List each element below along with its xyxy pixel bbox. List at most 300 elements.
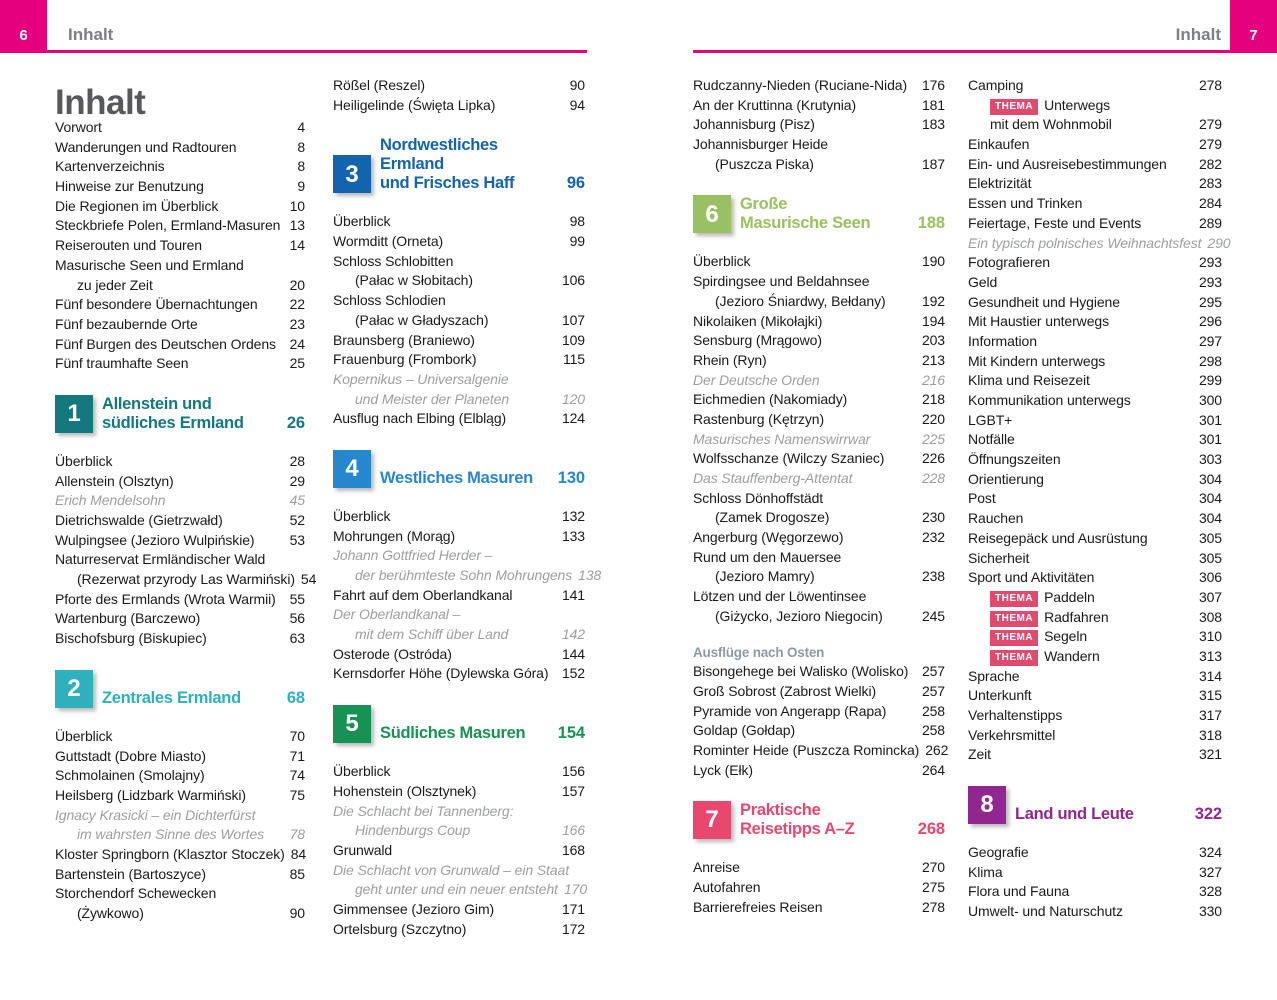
toc-column-right-1: [693, 76, 949, 917]
entry-label: (Zamek Drogosze): [715, 509, 830, 526]
entry-page-number: 190: [921, 253, 945, 270]
toc-entry: [55, 904, 305, 924]
toc-entry: [55, 590, 305, 610]
toc-entry: [693, 489, 945, 509]
toc-entry: [693, 252, 945, 272]
entry-label: Fotografieren: [968, 254, 1050, 271]
entry-page-number: 324: [1198, 844, 1222, 861]
entry-page-number: 176: [921, 77, 945, 93]
entry-label: Ignacy Krasicki – ein Dichterfürst: [55, 806, 256, 823]
toc-entry: [55, 531, 305, 551]
entry-label: Fahrt auf dem Oberlandkanal: [333, 586, 513, 603]
toc-entry: [333, 625, 585, 645]
entry-page-number: 94: [569, 96, 585, 113]
toc-entry: [968, 352, 1222, 372]
entry-label: Autofahren: [693, 879, 761, 895]
entry-label: THEMA Wandern: [968, 647, 1100, 667]
entry-label: Rauchen: [968, 510, 1024, 527]
toc-entry: [333, 664, 585, 684]
page-header-right: [693, 0, 1277, 53]
entry-page-number: 245: [921, 607, 945, 624]
toc-entry: [333, 370, 585, 390]
entry-page-number: 225: [921, 430, 945, 447]
entry-page-number: 20: [289, 276, 305, 293]
toc-entry: [55, 276, 305, 296]
entry-label: Rominter Heide (Puszcza Romincka): [693, 741, 920, 758]
entry-page-number: 257: [921, 663, 945, 680]
section-header: [333, 450, 585, 488]
toc-entry: [968, 430, 1222, 450]
entry-page-number: 232: [921, 529, 945, 546]
entry-label: Die Schlacht von Grunwald – ein Staat: [333, 861, 569, 878]
entry-label: Überblick: [333, 507, 391, 524]
entry-page-number: 328: [1198, 883, 1222, 900]
entry-page-number: 168: [561, 841, 585, 858]
entry-label: Reiserouten und Touren: [55, 237, 202, 254]
entry-page-number: 301: [1198, 411, 1222, 428]
entry-label: Wulpingsee (Jezioro Wulpińskie): [55, 531, 255, 548]
entry-label: mit dem Wohnmobil: [990, 116, 1112, 133]
entry-label: LGBT+: [968, 411, 1013, 428]
entry-label: Sport und Aktivitäten: [968, 569, 1095, 586]
entry-label: Dietrichswalde (Gietrzwałd): [55, 512, 223, 528]
entry-label: Reisegepäck und Ausrüstung: [968, 529, 1148, 546]
entry-label: (Pałac w Gładyszach): [355, 311, 489, 328]
toc-entry: [333, 291, 585, 311]
toc-entry: [333, 350, 585, 370]
toc-entry: [968, 608, 1222, 628]
entry-label: Notfälle: [968, 431, 1015, 448]
toc-entry: [55, 629, 305, 649]
entry-label: Kernsdorfer Höhe (Dylewska Góra): [333, 665, 549, 682]
entry-label: Osterode (Ostróda): [333, 645, 452, 662]
section-header: [55, 395, 305, 433]
thema-badge: THEMA: [990, 591, 1038, 607]
entry-page-number: 141: [561, 586, 585, 603]
entry-page-number: 4: [297, 119, 305, 135]
entry-page-number: 304: [1198, 470, 1222, 487]
section-page-number: 96: [566, 174, 585, 193]
entry-label: Mit Kindern unterwegs: [968, 352, 1106, 369]
page-number-badge-right: 7: [1230, 0, 1277, 50]
toc-entry: [968, 411, 1222, 431]
toc-entry: [693, 96, 945, 116]
section-title: Große Masurische Seen: [740, 195, 871, 233]
entry-page-number: 315: [1198, 687, 1222, 704]
toc-entry: [968, 489, 1222, 509]
toc-entry: [333, 880, 588, 900]
entry-page-number: 107: [561, 311, 585, 328]
toc-entry: [333, 271, 585, 291]
entry-label: Essen und Trinken: [968, 195, 1083, 212]
toc-entry: [55, 806, 305, 826]
toc-entry: [55, 177, 305, 197]
entry-label: und Meister der Planeten: [355, 390, 510, 407]
entry-page-number: 228: [921, 470, 945, 486]
entry-page-number: 25: [289, 355, 305, 372]
toc-entry: [968, 568, 1222, 588]
entry-label: Verhaltenstipps: [968, 707, 1063, 723]
toc-entry: [693, 430, 945, 450]
entry-label: (Jezioro Śniardwy, Bełdany): [715, 292, 886, 309]
entry-page-number: 318: [1198, 726, 1222, 743]
toc-entry: [55, 511, 305, 531]
entry-page-number: 300: [1198, 392, 1222, 408]
entry-label: Nikolaiken (Mikołajki): [693, 312, 823, 329]
entry-label: Wartenburg (Barczewo): [55, 610, 201, 627]
entry-label: Post: [968, 490, 996, 507]
entry-page-number: 293: [1198, 254, 1222, 271]
toc-entry: [55, 550, 305, 570]
thema-badge: THEMA: [990, 650, 1038, 666]
section-header: [333, 136, 585, 193]
section-header: [55, 670, 305, 708]
entry-page-number: 194: [921, 312, 945, 329]
entry-label: Orientierung: [968, 470, 1044, 487]
entry-label: Gimmensee (Jezioro Gim): [333, 900, 495, 917]
page-header-left: [0, 0, 587, 53]
toc-entry: [968, 450, 1222, 470]
toc-entry: [333, 841, 585, 861]
entry-page-number: 8: [297, 158, 305, 175]
page-number-badge-left: 6: [0, 0, 47, 50]
entry-page-number: 203: [921, 332, 945, 349]
entry-label: Rastenburg (Kętrzyn): [693, 410, 825, 427]
entry-page-number: 282: [1198, 155, 1222, 172]
entry-page-number: 275: [921, 879, 945, 895]
entry-page-number: 8: [297, 138, 305, 155]
entry-label: Die Schlacht bei Tannenberg:: [333, 802, 514, 819]
entry-label: Umwelt- und Naturschutz: [968, 903, 1123, 920]
entry-page-number: 192: [921, 292, 945, 309]
toc-entry: [968, 391, 1222, 411]
entry-label: Fünf besondere Übernachtungen: [55, 296, 258, 313]
entry-label: Der Deutsche Orden: [693, 371, 820, 388]
entry-page-number: 152: [561, 665, 585, 682]
entry-label: geht unter und ein neuer entsteht: [355, 881, 558, 898]
toc-subheading: [693, 643, 945, 663]
entry-page-number: 55: [289, 590, 305, 607]
entry-page-number: 45: [289, 492, 305, 509]
entry-label: Sensburg (Mrągowo): [693, 332, 822, 349]
toc-entry: [968, 174, 1222, 194]
entry-page-number: 298: [1198, 352, 1222, 369]
toc-entry: [55, 491, 305, 511]
section-number-badge: 2: [55, 670, 93, 708]
entry-page-number: 327: [1198, 863, 1222, 880]
toc-entry: [333, 605, 585, 625]
toc-entry: [693, 761, 945, 781]
entry-label: Braunsberg (Braniewo): [333, 331, 475, 348]
entry-label: Guttstadt (Dobre Miasto): [55, 747, 206, 764]
entry-page-number: 313: [1198, 647, 1222, 664]
toc-entry: [968, 194, 1222, 214]
toc-entry: [968, 667, 1222, 687]
toc-entry: [333, 527, 585, 547]
entry-label: Geografie: [968, 844, 1029, 861]
entry-label: Schmolainen (Smolajny): [55, 767, 205, 784]
entry-label: Überblick: [55, 452, 113, 469]
entry-label: Überblick: [693, 253, 751, 270]
entry-label: THEMA Paddeln: [968, 588, 1095, 608]
toc-entry: [333, 762, 585, 782]
entry-label: (Puszcza Piska): [715, 155, 814, 172]
toc-entry: [693, 115, 945, 135]
entry-label: Johannisburger Heide: [693, 136, 828, 153]
toc-entry: [333, 331, 585, 351]
entry-page-number: 305: [1198, 549, 1222, 566]
toc-entry: [55, 236, 305, 256]
toc-entry: [968, 293, 1222, 313]
toc-entry: [55, 354, 305, 374]
entry-page-number: 283: [1198, 175, 1222, 192]
toc-entry: [55, 197, 305, 217]
toc-entry: [333, 920, 585, 940]
toc-entry: [693, 469, 945, 489]
toc-entry: [55, 157, 305, 177]
entry-label: Kloster Springborn (Klasztor Stoczek): [55, 845, 285, 862]
page-title: Inhalt: [55, 83, 146, 123]
entry-label: Sicherheit: [968, 549, 1030, 566]
section-page-number: 68: [286, 688, 305, 707]
entry-label: Ein- und Ausreisebestimmungen: [968, 155, 1167, 172]
entry-label: Angerburg (Węgorzewo): [693, 529, 844, 546]
entry-page-number: 23: [289, 315, 305, 332]
toc-entry: [968, 234, 1231, 254]
entry-page-number: 75: [289, 786, 305, 803]
toc-entry: [968, 745, 1222, 765]
toc-entry: [693, 721, 945, 741]
entry-label: Mohrungen (Morąg): [333, 527, 456, 544]
toc-entry: [333, 586, 585, 606]
entry-label: Bartenstein (Bartoszyce): [55, 865, 206, 882]
toc-entry: [333, 821, 585, 841]
entry-page-number: 330: [1198, 903, 1222, 920]
entry-label: THEMA Radfahren: [968, 608, 1109, 628]
toc-entry: [968, 843, 1222, 863]
entry-label: Elektrizität: [968, 175, 1032, 192]
toc-entry: [333, 566, 602, 586]
toc-entry: [968, 96, 1222, 116]
toc-entry: [968, 529, 1222, 549]
entry-page-number: 301: [1198, 431, 1222, 448]
entry-page-number: 299: [1198, 372, 1222, 389]
toc-entry: [55, 845, 305, 865]
running-head-left: Inhalt: [68, 25, 114, 44]
toc-entry: [968, 470, 1222, 490]
toc-entry: [693, 449, 945, 469]
entry-page-number: 181: [921, 96, 945, 113]
entry-label: Einkaufen: [968, 136, 1030, 153]
entry-page-number: 257: [921, 682, 945, 699]
toc-entry: [968, 214, 1222, 234]
entry-page-number: 216: [921, 371, 945, 388]
toc-entry: [333, 409, 585, 429]
entry-label: Camping: [968, 77, 1024, 93]
entry-page-number: 53: [289, 531, 305, 548]
entry-label: Anreise: [693, 859, 740, 876]
entry-label: Ein typisch polnisches Weihnachtsfest: [968, 234, 1202, 251]
entry-page-number: 279: [1198, 136, 1222, 153]
entry-label: Lötzen und der Löwentinsee: [693, 588, 867, 605]
toc-entry: [968, 647, 1222, 667]
entry-label: Allenstein (Olsztyn): [55, 472, 174, 489]
entry-label: Kopernikus – Universalgenie: [333, 370, 509, 387]
entry-label: Hindenburgs Coup: [355, 822, 471, 839]
entry-label: Fünf Burgen des Deutschen Ordens: [55, 335, 276, 352]
section-header: [333, 705, 585, 743]
entry-label: Storchendorf Schewecken: [55, 885, 217, 902]
entry-label: Barrierefreies Reisen: [693, 898, 823, 915]
entry-page-number: 115: [562, 351, 585, 368]
entry-label: Rund um den Mauersee: [693, 548, 842, 565]
toc-entry: [968, 332, 1222, 352]
entry-label: Ausflüge nach Osten: [693, 644, 825, 660]
entry-page-number: 85: [289, 865, 305, 882]
entry-page-number: 99: [569, 233, 585, 250]
entry-page-number: 304: [1198, 510, 1222, 527]
entry-page-number: 156: [561, 763, 585, 780]
entry-label: Das Stauffenberg-Attentat: [693, 470, 853, 486]
entry-label: Klima: [968, 863, 1003, 880]
entry-page-number: 52: [289, 512, 305, 528]
toc-entry: [55, 138, 305, 158]
section-page-number: 188: [917, 214, 945, 233]
toc-entry: [693, 135, 945, 155]
entry-page-number: 278: [921, 898, 945, 915]
toc-entry: [333, 96, 585, 116]
entry-page-number: 238: [921, 568, 945, 585]
toc-entry: [55, 452, 305, 472]
entry-label: Masurisches Namenswirrwar: [693, 430, 871, 447]
entry-page-number: 142: [561, 626, 585, 643]
toc-entry: [333, 861, 585, 881]
entry-label: Rhein (Ryn): [693, 351, 767, 368]
entry-label: Lyck (Ełk): [693, 761, 753, 778]
section-number-badge: 5: [333, 705, 371, 743]
entry-label: Feiertage, Feste und Events: [968, 214, 1142, 231]
entry-page-number: 56: [289, 610, 305, 627]
section-title: Land und Leute: [1015, 805, 1134, 824]
section-title: Nordwestliches Ermland und Frisches Haff: [380, 136, 515, 193]
toc-entry: [693, 272, 945, 292]
entry-page-number: 28: [289, 452, 305, 469]
toc-entry: [55, 766, 305, 786]
entry-label: An der Kruttinna (Krutynia): [693, 96, 857, 113]
entry-page-number: 74: [289, 767, 305, 784]
toc-entry: [968, 155, 1222, 175]
entry-label: (Pałac w Słobitach): [355, 272, 473, 289]
toc-entry: [693, 662, 945, 682]
entry-label: Die Regionen im Überblick: [55, 197, 219, 214]
toc-entry: [693, 607, 945, 627]
toc-entry: [55, 295, 305, 315]
entry-page-number: 213: [921, 351, 945, 368]
toc-entry: [968, 253, 1222, 273]
toc-entry: [693, 508, 945, 528]
entry-page-number: 78: [289, 826, 305, 843]
toc-column-left-2: [333, 76, 602, 939]
section-page-number: 268: [917, 820, 945, 839]
entry-label: Spirdingsee und Beldahnsee: [693, 273, 870, 290]
toc-entry: [55, 747, 305, 767]
toc-entry: [333, 232, 585, 252]
entry-label: Klima und Reisezeit: [968, 372, 1090, 389]
entry-page-number: 284: [1198, 195, 1222, 212]
section-title: Praktische Reisetipps A–Z: [740, 801, 855, 839]
entry-page-number: 293: [1198, 273, 1222, 290]
entry-label: der berühmteste Sohn Mohrungens: [355, 567, 573, 583]
entry-label: Gesundheit und Hygiene: [968, 293, 1120, 310]
thema-badge: THEMA: [990, 99, 1038, 115]
entry-label: mit dem Schiff über Land: [355, 626, 509, 643]
entry-page-number: 9: [297, 178, 305, 195]
entry-label: Information: [968, 332, 1037, 349]
entry-page-number: 317: [1198, 707, 1222, 723]
entry-page-number: 133: [561, 527, 585, 544]
entry-label: Wolfsschanze (Wilczy Szaniec): [693, 450, 885, 467]
toc-entry: [693, 878, 945, 898]
entry-label: Groß Sobrost (Zabrost Wielki): [693, 682, 877, 699]
thema-badge: THEMA: [990, 611, 1038, 627]
entry-label: Vorwort: [55, 119, 102, 135]
entry-page-number: 220: [921, 410, 945, 427]
entry-page-number: 70: [289, 727, 305, 744]
toc-entry: [693, 858, 945, 878]
entry-label: Rudczanny-Nieden (Ruciane-Nida): [693, 77, 908, 93]
entry-label: Schloss Schlobitten: [333, 252, 454, 269]
toc-entry: [333, 645, 585, 665]
entry-page-number: 290: [1207, 234, 1231, 251]
entry-page-number: 22: [289, 296, 305, 313]
entry-page-number: 304: [1198, 490, 1222, 507]
entry-page-number: 305: [1198, 529, 1222, 546]
entry-page-number: 218: [921, 391, 945, 408]
toc-entry: [968, 863, 1222, 883]
section-header: [968, 786, 1222, 824]
entry-label: Frauenburg (Frombork): [333, 351, 477, 368]
entry-label: (Jezioro Mamry): [715, 568, 815, 585]
entry-label: Öffnungszeiten: [968, 451, 1061, 468]
toc-entry: [968, 882, 1222, 902]
toc-entry: [55, 570, 317, 590]
entry-label: Überblick: [333, 213, 391, 230]
entry-label: (Giżycko, Jezioro Niegocin): [715, 607, 883, 624]
toc-entry: [968, 588, 1222, 608]
running-head-right: Inhalt: [1175, 25, 1221, 44]
entry-label: Geld: [968, 273, 998, 290]
toc-entry: [968, 686, 1222, 706]
entry-label: Eichmedien (Nakomiady): [693, 391, 848, 408]
entry-page-number: 314: [1198, 667, 1222, 684]
toc-entry: [968, 371, 1222, 391]
entry-page-number: 13: [289, 217, 305, 234]
toc-entry: [55, 256, 305, 276]
section-page-number: 130: [557, 468, 585, 487]
entry-page-number: 289: [1198, 214, 1222, 231]
toc-entry: [55, 609, 305, 629]
toc-entry: [693, 390, 945, 410]
toc-entry: [333, 802, 585, 822]
toc-entry: [55, 315, 305, 335]
entry-page-number: 170: [563, 881, 588, 898]
toc-entry: [333, 507, 585, 527]
toc-entry: [968, 115, 1222, 135]
entry-page-number: 226: [921, 450, 945, 467]
entry-page-number: 264: [921, 761, 945, 778]
toc-entry: [333, 546, 585, 566]
entry-page-number: 306: [1198, 569, 1222, 586]
